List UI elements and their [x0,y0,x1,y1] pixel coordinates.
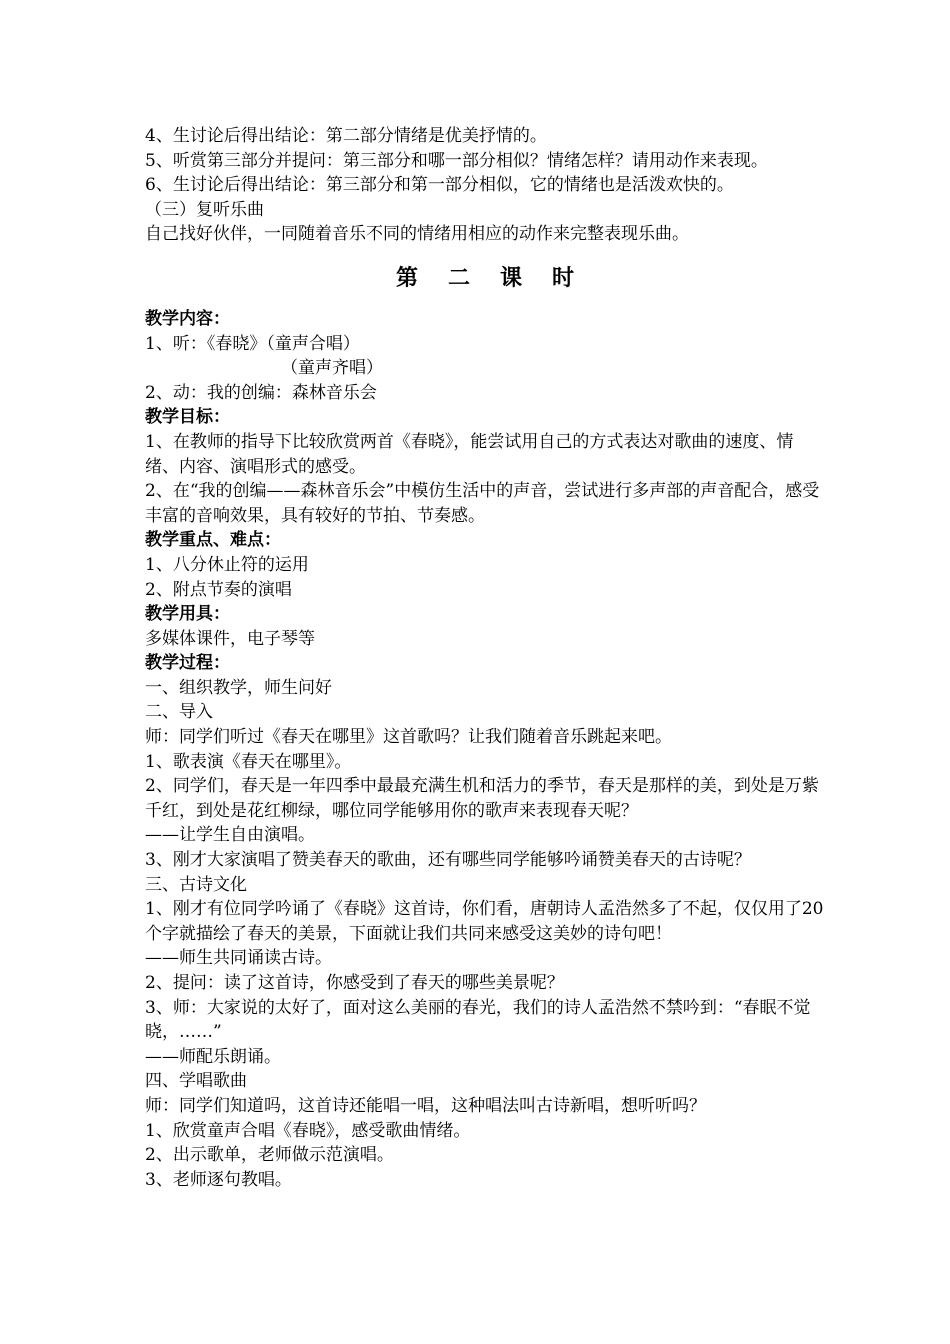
process-2-item-2b: ——让学生自由演唱。 [145,825,315,846]
tools-heading: 教学用具： [145,604,230,625]
step-5: 5、听赏第三部分并提问：第三部分和哪一部分相似？情绪怎样？请用动作来表现。 [145,150,768,171]
process-3-item-2: 2、提问：读了这首诗，你感受到了春天的哪些美景呢？ [145,973,564,993]
process-4-item-1: 1、欣赏童声合唱《春晓》，感受歌曲情绪。 [145,1120,471,1141]
tools-text: 多媒体课件，电子琴等 [145,628,315,649]
process-4-teacher: 师：同学们知道吗，这首诗还能唱一唱，这种唱法叫古诗新唱，想听听吗？ [145,1095,706,1116]
process-heading: 教学过程： [145,653,230,674]
step-4: 4、生讨论后得出结论：第二部分情绪是优美抒情的。 [145,126,547,146]
process-2: 二、导入 [145,702,213,723]
process-2-item-2: 2、同学们，春天是一年四季中最最充满生机和活力的季节，春天是那样的美，到处是万紫千红，到处是花红柳绿，哪位同学能够用你的歌声来表现春天呢？ [145,776,819,821]
process-2-item-1: 1、歌表演《春天在哪里》。 [145,751,352,772]
process-3: 三、古诗文化 [145,874,247,895]
section-3-heading: （三）复听乐曲 [145,199,264,220]
content-item-2: 2、动：我的创编：森林音乐会 [145,382,377,403]
process-1: 一、组织教学，师生问好 [145,677,332,698]
lesson-title: 第二课时 [395,265,604,291]
document-page [145,124,825,1192]
step-6: 6、生讨论后得出结论：第三部分和第一部分相似，它的情绪也是活泼欢快的。 [145,175,734,196]
process-3-item-1: 1、刚才有位同学吟诵了《春晓》这首诗，你们看，唐朝诗人孟浩然多了不起，仅仅用了20个字就描绘了春天的美景，下面就让我们共同来感受这美妙的诗句吧！ [145,899,824,944]
key-point-2: 2、附点节奏的演唱 [145,579,292,600]
process-3-item-3: 3、师：大家说的太好了，面对这么美丽的春光，我们的诗人孟浩然不禁吟到：“春眠不觉晓，……” [145,997,811,1043]
content-heading: 教学内容： [145,308,230,329]
key-point-1: 1、八分休止符的运用 [145,554,309,575]
process-2-item-3: 3、刚才大家演唱了赞美春天的歌曲，还有哪些同学能够吟诵赞美春天的古诗呢？ [145,850,751,871]
content-item-1b: （童声齐唱） [281,358,383,379]
key-points-heading: 教学重点、难点： [145,530,281,551]
goals-heading: 教学目标： [145,407,230,428]
process-4-item-3: 3、老师逐句教唱。 [145,1169,292,1190]
process-4-item-2: 2、出示歌单，老师做示范演唱。 [145,1145,394,1166]
section-3-text: 自己找好伙伴，一同随着音乐不同的情绪用相应的动作来完整表现乐曲。 [145,224,689,245]
process-2-teacher: 师：同学们听过《春天在哪里》这首歌吗？让我们随着音乐跳起来吧。 [145,727,672,748]
content-item-1: 1、听：《春晓》（童声合唱） [145,333,360,354]
process-4: 四、学唱歌曲 [145,1071,247,1092]
goal-2: 2、在“我的创编——森林音乐会”中模仿生活中的声音，尝试进行多声部的声音配合，感受丰富的音响效果，具有较好的节拍、节奏感。 [145,481,820,526]
process-3-item-1b: ——师生共同诵读古诗。 [145,948,332,969]
goal-1: 1、在教师的指导下比较欣赏两首《春晓》，能尝试用自己的方式表达对歌曲的速度、情绪、内容、演唱形式的感受。 [145,431,794,477]
process-3-item-3b: ——师配乐朗诵。 [145,1046,281,1067]
